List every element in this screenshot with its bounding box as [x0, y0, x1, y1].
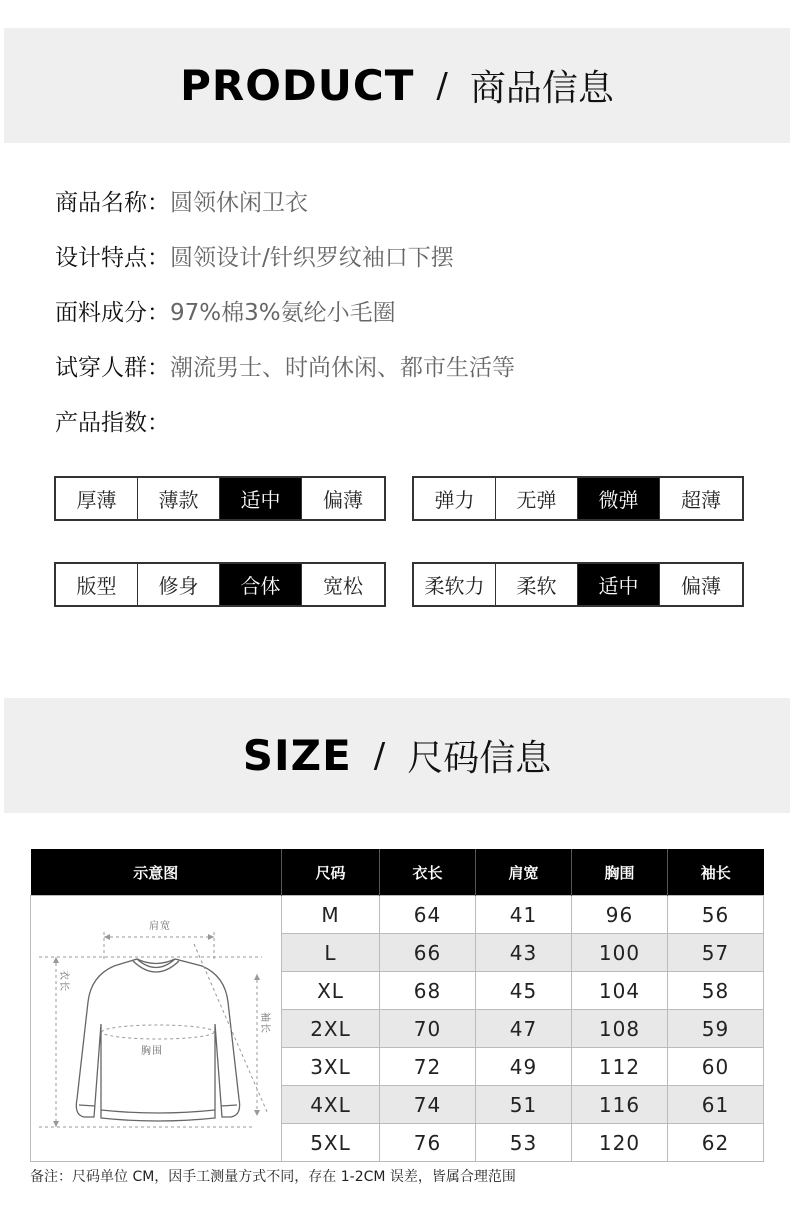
cell-sleeve: 57 — [668, 934, 764, 972]
cell-size: 3XL — [282, 1048, 380, 1086]
header-sleeve: 袖长 — [668, 849, 764, 896]
cell-chest: 112 — [572, 1048, 668, 1086]
cell-length: 64 — [380, 896, 476, 934]
scale-name: 版型 — [56, 564, 138, 605]
size-table — [30, 849, 764, 1162]
size-banner — [4, 698, 790, 813]
scale-fit — [54, 562, 386, 607]
scale-option: 微弹 — [578, 478, 660, 519]
cell-sleeve: 62 — [668, 1124, 764, 1162]
cell-chest: 108 — [572, 1010, 668, 1048]
scale-option: 柔软 — [496, 564, 578, 605]
cell-chest: 120 — [572, 1124, 668, 1162]
cell-sleeve: 56 — [668, 896, 764, 934]
info-label: 产品指数： — [55, 410, 170, 436]
cell-size: L — [282, 934, 380, 972]
cell-size: XL — [282, 972, 380, 1010]
scale-thickness — [54, 476, 386, 521]
scale-option: 薄款 — [138, 478, 220, 519]
cell-chest: 104 — [572, 972, 668, 1010]
product-banner — [4, 28, 790, 143]
scale-name: 弹力 — [414, 478, 496, 519]
info-row-index — [55, 408, 170, 438]
info-label: 商品名称： — [55, 190, 170, 216]
info-value: 圆领休闲卫衣 — [170, 190, 308, 216]
garment-diagram — [31, 896, 282, 1162]
sweater-diagram-icon — [32, 904, 281, 1148]
scale-option: 超薄 — [681, 488, 721, 512]
info-value: 潮流男士、时尚休闲、都市生活等 — [170, 355, 515, 381]
cell-shoulder: 43 — [476, 934, 572, 972]
info-row-design — [55, 243, 454, 273]
diagram-label-sleeve: 袖长 — [258, 1012, 270, 1034]
cell-size: 5XL — [282, 1124, 380, 1162]
size-banner-en: SIZE — [242, 731, 352, 780]
header-shoulder: 肩宽 — [476, 849, 572, 896]
scale-option: 偏薄 — [681, 574, 721, 598]
info-value: 97%棉3%氨纶小毛圈 — [170, 300, 396, 326]
scale-option: 适中 — [578, 564, 660, 605]
cell-sleeve: 61 — [668, 1086, 764, 1124]
cell-length: 70 — [380, 1010, 476, 1048]
cell-shoulder: 53 — [476, 1124, 572, 1162]
cell-length: 76 — [380, 1124, 476, 1162]
scale-name: 柔软力 — [414, 564, 496, 605]
scale-option: 适中 — [220, 478, 302, 519]
cell-shoulder: 51 — [476, 1086, 572, 1124]
size-note: 备注：尺码单位 CM，因手工测量方式不同，存在 1-2CM 误差，皆属合理范围 — [30, 1169, 516, 1185]
product-banner-cn: 商品信息 — [469, 68, 614, 109]
header-size: 尺码 — [282, 849, 380, 896]
cell-size: M — [282, 896, 380, 934]
info-row-name — [55, 188, 308, 218]
cell-length: 74 — [380, 1086, 476, 1124]
cell-shoulder: 41 — [476, 896, 572, 934]
cell-size: 4XL — [282, 1086, 380, 1124]
scale-softness — [412, 562, 744, 607]
scale-option: 宽松 — [323, 574, 363, 598]
scale-option: 修身 — [138, 564, 220, 605]
table-row — [31, 896, 764, 934]
info-label: 设计特点： — [55, 245, 170, 271]
diagram-label-shoulder: 肩宽 — [148, 921, 171, 932]
header-chest: 胸围 — [572, 849, 668, 896]
scale-option: 无弹 — [496, 478, 578, 519]
diagram-label-chest: 胸围 — [140, 1046, 163, 1057]
table-header-row — [31, 849, 764, 896]
scale-option: 合体 — [220, 564, 302, 605]
info-row-fabric — [55, 298, 396, 328]
diagram-label-length: 衣长 — [57, 970, 69, 992]
cell-length: 66 — [380, 934, 476, 972]
info-value: 圆领设计/针织罗纹袖口下摆 — [170, 245, 454, 271]
scale-name: 厚薄 — [56, 478, 138, 519]
cell-shoulder: 47 — [476, 1010, 572, 1048]
header-length: 衣长 — [380, 849, 476, 896]
header-diagram: 示意图 — [31, 849, 282, 896]
banner-slash: / — [436, 65, 448, 106]
cell-length: 72 — [380, 1048, 476, 1086]
cell-sleeve: 58 — [668, 972, 764, 1010]
cell-size: 2XL — [282, 1010, 380, 1048]
info-row-audience — [55, 353, 515, 383]
cell-shoulder: 49 — [476, 1048, 572, 1086]
info-label: 试穿人群： — [55, 355, 170, 381]
cell-sleeve: 60 — [668, 1048, 764, 1086]
cell-sleeve: 59 — [668, 1010, 764, 1048]
banner-slash: / — [373, 735, 386, 776]
cell-chest: 116 — [572, 1086, 668, 1124]
cell-chest: 96 — [572, 896, 668, 934]
cell-chest: 100 — [572, 934, 668, 972]
scale-option: 偏薄 — [323, 488, 363, 512]
cell-length: 68 — [380, 972, 476, 1010]
cell-shoulder: 45 — [476, 972, 572, 1010]
size-banner-cn: 尺码信息 — [407, 738, 552, 779]
info-label: 面料成分： — [55, 300, 170, 326]
scale-elasticity — [412, 476, 744, 521]
product-banner-en: PRODUCT — [180, 61, 415, 110]
